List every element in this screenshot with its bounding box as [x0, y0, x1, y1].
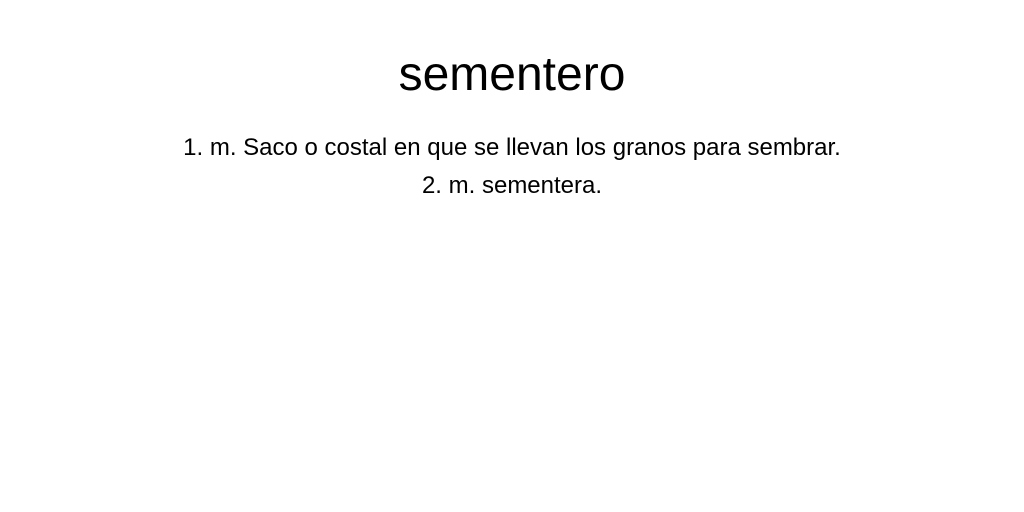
definition-item-1: 1. m. Saco o costal en que se llevan los granos para sembrar.	[183, 134, 841, 161]
definition-item-2: 2. m. sementera.	[421, 172, 603, 199]
definition-list	[0, 129, 1024, 205]
headword-title: sementero	[398, 48, 626, 101]
